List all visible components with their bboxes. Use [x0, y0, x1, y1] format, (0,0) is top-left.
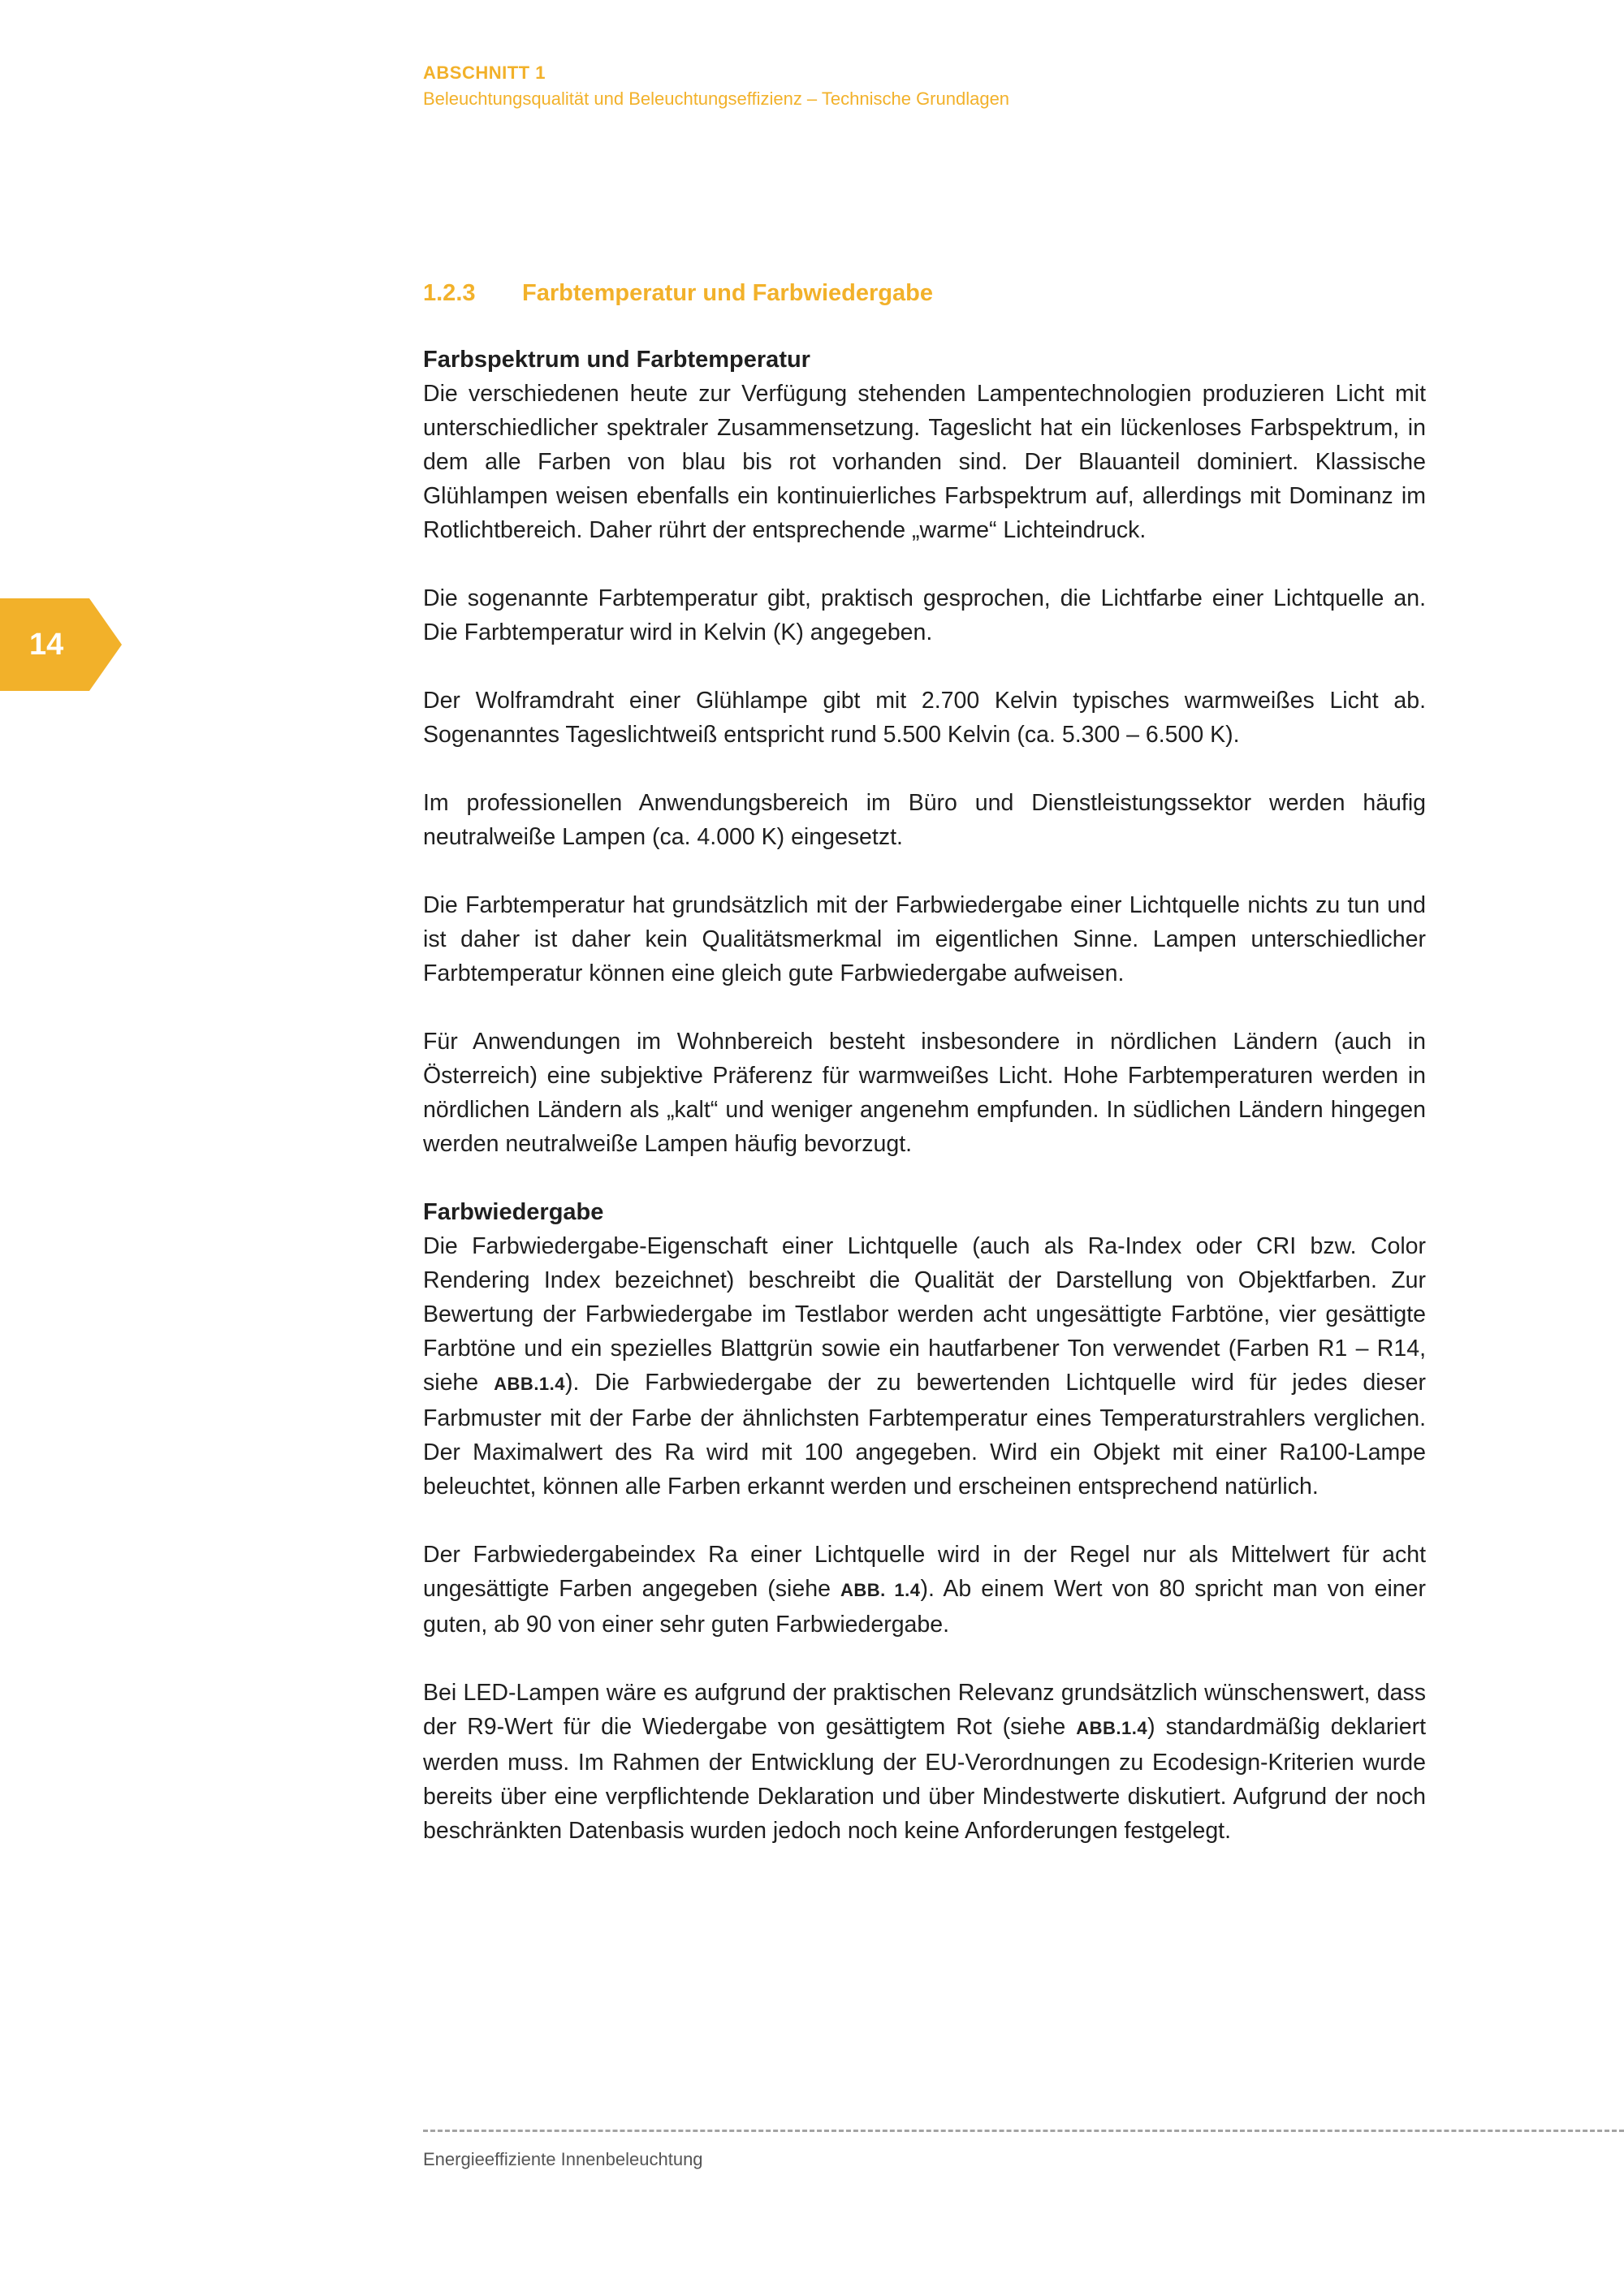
footer-title: Energieeffiziente Innenbeleuchtung — [423, 2149, 703, 2169]
subheading-farbspektrum: Farbspektrum und Farbtemperatur — [423, 347, 810, 373]
section-heading — [423, 276, 1426, 310]
section-heading-title: Farbtemperatur und Farbwiedergabe — [522, 280, 933, 306]
footer-divider — [423, 2130, 1624, 2132]
section-heading-number: 1.2.3 — [423, 280, 476, 306]
paragraph: Die Farbtemperatur hat grundsätzlich mit der Farbwiedergabe einer Lichtquelle nichts zu tun und ist daher ist daher kein Qualitätsmerkmal im eigentlichen Sinne. Lampen unterschiedlicher Farbtemperatur können eine gleich gute Farbwiedergabe aufweisen. — [423, 892, 1426, 986]
text-run: ) standardmäßig deklariert werden muss. Im Rahmen der Entwicklung der EU-Verordnungen zu Ecodesign-Kriterien wurde bereits über eine verpflichtende Deklaration und über Mindestwerte diskutiert. Aufgrund der noch beschränkten Datenbasis wurden jedoch noch keine Anforderungen festgelegt. — [423, 1714, 1426, 1844]
text-run: Die Farbwiedergabe-Eigenschaft einer Lichtquelle (auch als Ra-Index oder CRI bzw. Color Rendering Index bezeichnet) beschreibt die Qualität der Darstellung von Objektfarben. Zur Bewertung der Farbwiedergabe im Testlabor werden acht ungesättigte Farbtöne, vier gesättigte Farbtöne und ein spezielles Blattgrün sowie ein hautfarbener Ton verwendet (Farben R1 – R14, siehe — [423, 1233, 1426, 1396]
page-number-tab — [0, 598, 122, 691]
paragraph: Für Anwendungen im Wohnbereich besteht insbesondere in nördlichen Ländern (auch in Österreich) eine subjektive Präferenz für warmweißes Licht. Hohe Farbtemperaturen werden in nördlichen Ländern als „kalt“ und weniger angenehm empfunden. In südlichen Ländern hingegen werden neutralweiße Lampen häufig bevorzugt. — [423, 1029, 1426, 1157]
page-number: 14 — [29, 628, 64, 662]
paragraph — [423, 1538, 1426, 1642]
paragraph: Die verschiedenen heute zur Verfügung stehenden Lampentechnologien produzieren Licht mit unterschiedlicher spektraler Zusammensetzung. Tageslicht hat ein lückenloses Farbspektrum, in dem alle Farben von blau bis rot vorhanden sind. Der Blauanteil dominiert. Klassische Glühlampen weisen ebenfalls ein kontinuierliches Farbspektrum auf, allerdings mit Dominanz im Rotlichtbereich. Daher rührt der entsprechende „warme“ Lichteindruck. — [423, 381, 1426, 543]
paragraph — [423, 1229, 1426, 1504]
running-header — [423, 60, 1009, 112]
text-run: Der Farbwiedergabeindex Ra einer Lichtquelle wird in der Regel nur als Mittelwert für acht ungesättigte Farben angegeben (siehe — [423, 1542, 1426, 1602]
paragraph — [423, 1676, 1426, 1848]
main-content — [423, 276, 1426, 1882]
figure-reference: ABB.1.4 — [494, 1374, 566, 1394]
subheading-farbwiedergabe: Farbwiedergabe — [423, 1199, 604, 1225]
paragraph: Der Wolframdraht einer Glühlampe gibt mit 2.700 Kelvin typisches warmweißes Licht ab. Sogenanntes Tageslichtweiß entspricht rund 5.500 Kelvin (ca. 5.300 – 6.500 K). — [423, 688, 1426, 748]
paragraph: Die sogenannte Farbtemperatur gibt, praktisch gesprochen, die Lichtfarbe einer Lichtquelle an. Die Farbtemperatur wird in Kelvin (K) angegeben. — [423, 585, 1426, 645]
text-run: ). Ab einem Wert von 80 spricht man von einer guten, ab 90 von einer sehr guten Farbwiedergabe. — [423, 1576, 1426, 1638]
paragraph: Im professionellen Anwendungsbereich im Büro und Dienstleistungssektor werden häufig neutralweiße Lampen (ca. 4.000 K) eingesetzt. — [423, 790, 1426, 850]
figure-reference: ABB. 1.4 — [840, 1580, 921, 1600]
text-run: ). Die Farbwiedergabe der zu bewertenden Lichtquelle wird für jedes dieser Farbmuster mit der Farbe der ähnlichsten Farbtemperatur eines Temperaturstrahlers verglichen. Der Maximalwert des Ra wird mit 100 angegeben. Wird ein Objekt mit einer Ra100-Lampe beleuchtet, können alle Farben erkannt werden und erscheinen entsprechend natürlich. — [423, 1370, 1426, 1500]
figure-reference: ABB.1.4 — [1076, 1718, 1148, 1738]
section-title: Beleuchtungsqualität und Beleuchtungseffizienz – Technische Grundlagen — [423, 88, 1010, 109]
text-run: Bei LED-Lampen wäre es aufgrund der praktischen Relevanz grundsätzlich wünschenswert, dass der R9-Wert für die Wiedergabe von gesättigtem Rot (siehe — [423, 1680, 1426, 1740]
section-label: ABSCHNITT 1 — [423, 63, 546, 83]
